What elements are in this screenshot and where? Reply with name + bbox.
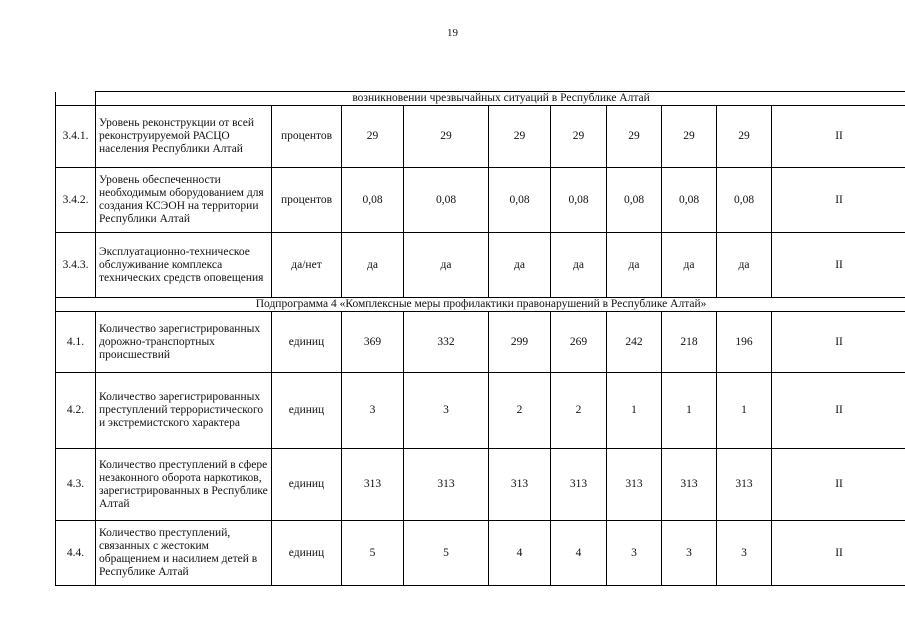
table-row [56,373,905,449]
value-cell: 313 [607,449,662,521]
value-cell: 5 [342,521,404,586]
value-cell: 2 [489,373,551,449]
value-cell: 3 [342,373,404,449]
indicator-name: Количество преступлений, связанных с жестоким обращением и насилием детей в Республике Алтай [96,521,272,586]
section-continuation-row [56,92,905,106]
value-cell: 0,08 [551,168,607,233]
value-cell: 0,08 [717,168,772,233]
value-cell: 3 [717,521,772,586]
row-number: 3.4.2. [56,168,96,233]
value-cell: 269 [551,312,607,373]
value-cell: да [404,233,489,298]
unit-cell: единиц [272,373,342,449]
value-cell: 29 [404,106,489,168]
table-row [56,168,905,233]
unit-cell: да/нет [272,233,342,298]
value-cell: 29 [489,106,551,168]
value-cell: 0,08 [662,168,717,233]
value-cell: да [662,233,717,298]
value-cell: 0,08 [607,168,662,233]
row-number: 3.4.1. [56,106,96,168]
value-cell: 0,08 [342,168,404,233]
indicator-name: Уровень обеспеченности необходимым оборудованием для создания КСЭОН на территории Республики Алтай [96,168,272,233]
unit-cell: процентов [272,168,342,233]
mark-cell: II [772,168,905,233]
value-cell: 29 [717,106,772,168]
unit-cell: процентов [272,106,342,168]
mark-cell: II [772,521,905,586]
value-cell: 1 [717,373,772,449]
indicator-name: Количество зарегистрированных преступлений террористического и экстремистского характера [96,373,272,449]
value-cell: 313 [662,449,717,521]
value-cell: 29 [342,106,404,168]
value-cell: да [717,233,772,298]
value-cell: 313 [551,449,607,521]
value-cell: 3 [607,521,662,586]
value-cell: 332 [404,312,489,373]
value-cell: 369 [342,312,404,373]
value-cell: 3 [404,373,489,449]
page-number: 19 [447,27,458,39]
row-number: 4.1. [56,312,96,373]
value-cell: 4 [551,521,607,586]
indicator-name: Эксплуатационно-техническое обслуживание комплекса технических средств оповещения [96,233,272,298]
value-cell: 313 [342,449,404,521]
value-cell: 0,08 [489,168,551,233]
unit-cell: единиц [272,312,342,373]
value-cell: 1 [607,373,662,449]
table-row [56,521,905,586]
value-cell: 0,08 [404,168,489,233]
value-cell: 4 [489,521,551,586]
row-number: 4.4. [56,521,96,586]
value-cell: да [607,233,662,298]
subprogram-title: Подпрограмма 4 «Комплексные меры профилактики правонарушений в Республике Алтай» [56,298,905,312]
value-cell: 313 [717,449,772,521]
value-cell: 3 [662,521,717,586]
table-row [56,312,905,373]
row-number: 4.3. [56,449,96,521]
mark-cell: II [772,106,905,168]
mark-cell: II [772,312,905,373]
mark-cell: II [772,449,905,521]
value-cell: 299 [489,312,551,373]
unit-cell: единиц [272,449,342,521]
value-cell: 2 [551,373,607,449]
subprogram-header-row [56,298,905,312]
value-cell: да [489,233,551,298]
value-cell: 29 [607,106,662,168]
indicators-table [55,91,905,586]
table-row [56,106,905,168]
value-cell: 313 [404,449,489,521]
value-cell: 242 [607,312,662,373]
indicator-name: Количество преступлений в сфере незаконного оборота наркотиков, зарегистрированных в Республике Алтай [96,449,272,521]
section-continuation-title: возникновении чрезвычайных ситуаций в Республике Алтай [96,92,905,106]
value-cell: 313 [489,449,551,521]
mark-cell: II [772,233,905,298]
value-cell: 5 [404,521,489,586]
indicator-name: Уровень реконструкции от всей реконструируемой РАСЦО населения Республики Алтай [96,106,272,168]
value-cell: да [342,233,404,298]
row-number: 4.2. [56,373,96,449]
table-row [56,233,905,298]
value-cell: да [551,233,607,298]
value-cell: 29 [662,106,717,168]
value-cell: 196 [717,312,772,373]
indicator-name: Количество зарегистрированных дорожно-транспортных происшествий [96,312,272,373]
row-number: 3.4.3. [56,233,96,298]
table-row [56,449,905,521]
unit-cell: единиц [272,521,342,586]
mark-cell: II [772,373,905,449]
value-cell: 29 [551,106,607,168]
value-cell: 218 [662,312,717,373]
value-cell: 1 [662,373,717,449]
